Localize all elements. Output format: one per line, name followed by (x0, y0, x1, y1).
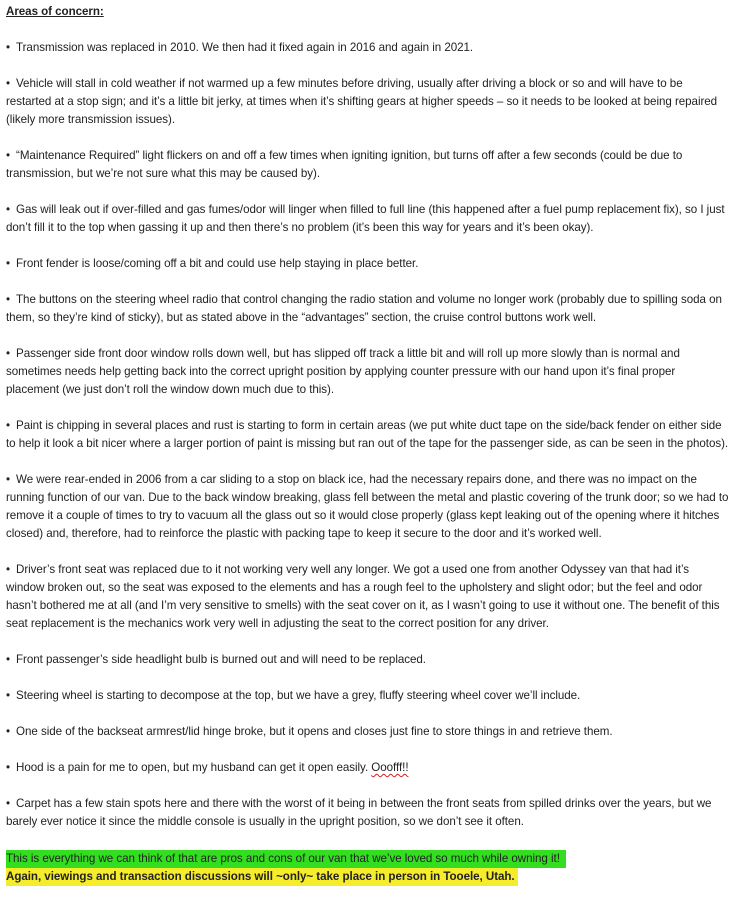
concern-item (6, 255, 730, 273)
bullet-icon: • (6, 563, 11, 576)
concern-item (6, 75, 730, 129)
bullet-icon: • (6, 257, 11, 270)
concern-text: Steering wheel is starting to decompose at the top, but we have a grey, fluffy steering wheel cover we’ll include. (16, 689, 581, 702)
concern-item (6, 291, 730, 327)
bullet-icon: • (6, 77, 11, 90)
bullet-icon: • (6, 149, 11, 162)
concern-text: Passenger side front door window rolls down well, but has slipped off track a little bit and will roll up more slowly than is normal and sometimes needs help getting back into the correct upright position by applying counter pressure with our hand upon it’s final proper placement (we just don’t roll the window down much due to this). (6, 347, 680, 396)
concern-text: Front passenger’s side headlight bulb is burned out and will need to be replaced. (16, 653, 426, 666)
bullet-icon: • (6, 41, 11, 54)
bullet-icon: • (6, 653, 11, 666)
concern-item (6, 723, 730, 741)
concerns-list (6, 39, 730, 831)
concern-item (6, 39, 730, 57)
concern-text: Paint is chipping in several places and rust is starting to form in certain areas (we put white duct tape on the side/back fender on either side to help it look a bit nicer where a larger portion of paint is missing but ran out of the tape for the passenger side, as can be seen in the photos). (6, 419, 729, 450)
concern-text: Transmission was replaced in 2010. We then had it fixed again in 2016 and again in 2021. (16, 41, 474, 54)
yellow-highlight: Again, viewings and transaction discussions will ~only~ take place in person in Tooele, Utah. (6, 868, 518, 886)
concern-text: One side of the backseat armrest/lid hinge broke, but it opens and closes just fine to store things in and retrieve them. (16, 725, 613, 738)
concern-text: Front fender is loose/coming off a bit and could use help staying in place better. (16, 257, 419, 270)
concern-text: Carpet has a few stain spots here and there with the worst of it being in between the front seats from spilled drinks over the years, but we barely ever notice it since the middle console is usually in the upright position, so we don’t see it often. (6, 797, 712, 828)
concern-text: Hood is a pain for me to open, but my husband can get it open easily. (16, 761, 372, 774)
bullet-icon: • (6, 473, 11, 486)
bullet-icon: • (6, 761, 11, 774)
concern-item (6, 795, 730, 831)
bullet-icon: • (6, 725, 11, 738)
spellcheck-flagged-word: Ooofff!! (371, 761, 409, 774)
concern-item (6, 147, 730, 183)
heading-colon: : (99, 5, 104, 18)
concern-text: Vehicle will stall in cold weather if not warmed up a few minutes before driving, usually after driving a block or so and will have to be restarted at a stop sign; and it’s a little bit jerky, at times when it’s shifting gears at higher speeds – so it needs to be looked at being repaired (likely more transmission issues). (6, 77, 718, 126)
concern-item (6, 471, 730, 543)
concern-text: Gas will leak out if over-filled and gas fumes/odor will linger when filled to full line (this happened after a fuel pump replacement fix), so I just don’t fill it to the top when gassing it up and then there’s no problem (it’s been this way for years and it’s been okay). (6, 203, 725, 234)
concern-text: We were rear-ended in 2006 from a car sliding to a stop on black ice, had the necessary repairs done, and there was no impact on the running function of our van. Due to the back window breaking, glass fell between the metal and plastic covering of the trunk door; so we had to remove it a couple of times to try to vacuum all the glass out so it would close properly (glass kept leaking out of the opening where it hitches closed) and, therefore, had to reinforce the plastic with packing tape to keep it secure to the door and it’s worked well. (6, 473, 729, 540)
bullet-icon: • (6, 689, 11, 702)
concern-item (6, 651, 730, 669)
concern-text: Driver’s front seat was replaced due to it not working very well any longer. We got a used one from another Odyssey van that had it’s window broken out, so the seat was exposed to the elements and has a rough feel to the upholstery and slight odor; but the feel and odor hasn’t bothered me at all (and I’m very sensitive to smells) with the seat cover on it, as I wasn’t going to use it without one. The benefit of this seat replacement is the mechanics work very well in adjusting the seat to the correct position for any driver. (6, 563, 720, 630)
green-highlight: This is everything we can think of that are pros and cons of our van that we’ve loved so much while owning it! (6, 850, 566, 868)
closing-line-green (6, 850, 730, 868)
section-heading-text: Areas of concern (6, 5, 100, 18)
concern-item (6, 345, 730, 399)
bullet-icon: • (6, 419, 11, 432)
concern-item (6, 201, 730, 237)
concern-item (6, 417, 730, 453)
bullet-icon: • (6, 293, 11, 306)
closing-line-yellow (6, 868, 730, 886)
section-heading (6, 3, 730, 21)
bullet-icon: • (6, 347, 11, 360)
concern-item (6, 561, 730, 633)
concern-text: “Maintenance Required” light flickers on and off a few times when igniting ignition, but turns off after a few seconds (could be due to transmission, but we’re not sure what this may be caused by). (6, 149, 683, 180)
concern-item (6, 759, 730, 777)
concern-text: The buttons on the steering wheel radio that control changing the radio station and volume no longer work (probably due to spilling soda on them, so they’re kind of sticky), but as stated above in the “advantages” section, the cruise control buttons work well. (6, 293, 722, 324)
concern-item (6, 687, 730, 705)
bullet-icon: • (6, 203, 11, 216)
bullet-icon: • (6, 797, 11, 810)
